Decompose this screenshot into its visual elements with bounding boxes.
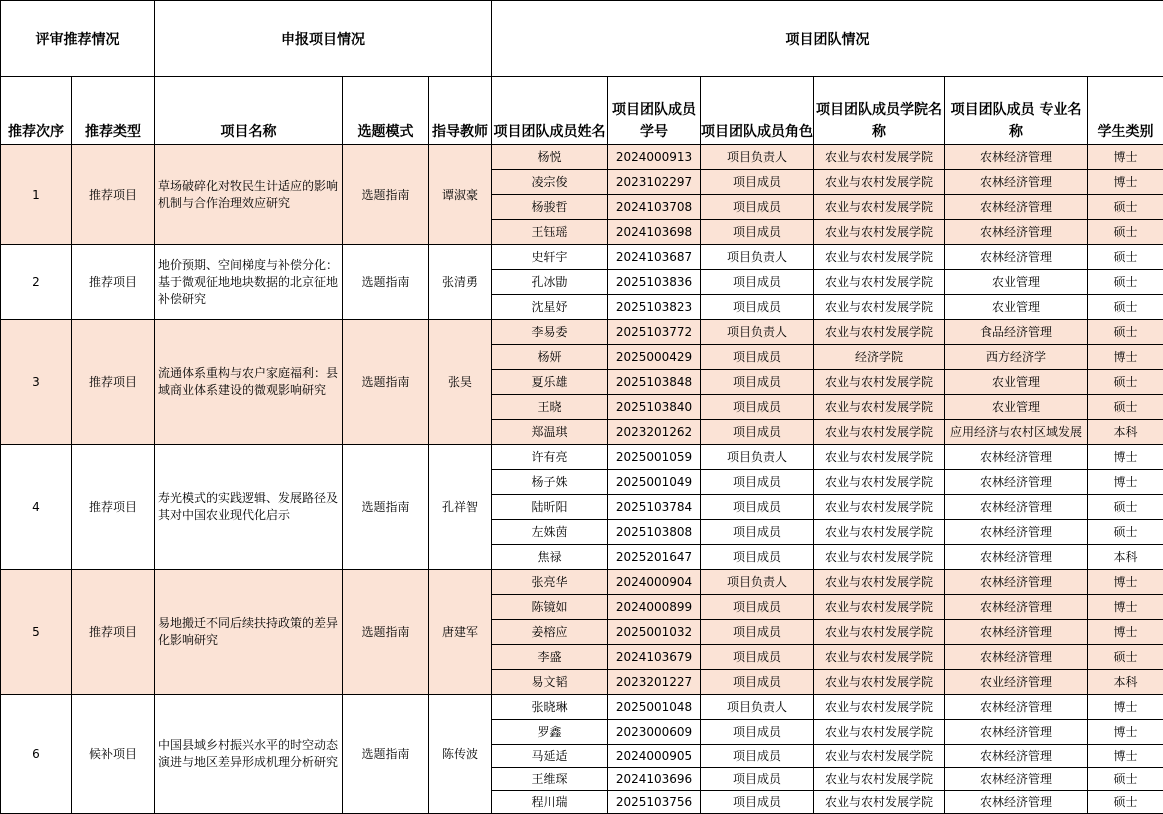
member-major: 农业管理	[945, 395, 1088, 420]
member-school: 农业与农村发展学院	[814, 545, 945, 570]
project-mode: 选题指南	[343, 445, 429, 570]
member-stype: 硕士	[1088, 395, 1163, 420]
member-major: 农林经济管理	[945, 545, 1088, 570]
member-stype: 硕士	[1088, 370, 1163, 395]
member-school: 农业与农村发展学院	[814, 768, 945, 791]
project-type: 推荐项目	[72, 570, 155, 695]
member-role: 项目成员	[701, 420, 814, 445]
member-stype: 硕士	[1088, 220, 1163, 245]
member-role: 项目负责人	[701, 570, 814, 595]
section-header-row	[1, 1, 1163, 77]
project-advisor: 孔祥智	[429, 445, 492, 570]
member-major: 农林经济管理	[945, 745, 1088, 768]
member-role: 项目成员	[701, 545, 814, 570]
table-row	[1, 695, 1163, 720]
member-major: 农林经济管理	[945, 720, 1088, 745]
member-stype: 博士	[1088, 170, 1163, 195]
table-row	[1, 320, 1163, 345]
project-group	[1, 695, 1163, 814]
header-type: 推荐类型	[72, 77, 155, 145]
member-major: 农林经济管理	[945, 768, 1088, 791]
project-group	[1, 570, 1163, 695]
member-major: 农林经济管理	[945, 520, 1088, 545]
member-stype: 硕士	[1088, 195, 1163, 220]
project-name: 流通体系重构与农户家庭福利：县域商业体系建设的微观影响研究	[155, 320, 343, 445]
member-stype: 硕士	[1088, 645, 1163, 670]
member-major: 农林经济管理	[945, 791, 1088, 814]
member-name: 王维琛	[492, 768, 608, 791]
section-project: 申报项目情况	[155, 1, 492, 77]
header-member-role: 项目团队成员角色	[701, 77, 814, 145]
member-id: 2023201262	[608, 420, 701, 445]
member-role: 项目成员	[701, 520, 814, 545]
member-school: 农业与农村发展学院	[814, 145, 945, 170]
member-name: 陆昕阳	[492, 495, 608, 520]
member-school: 农业与农村发展学院	[814, 695, 945, 720]
project-rank: 1	[1, 145, 72, 245]
project-rank: 4	[1, 445, 72, 570]
member-school: 农业与农村发展学院	[814, 570, 945, 595]
project-rank: 2	[1, 245, 72, 320]
member-id: 2025001032	[608, 620, 701, 645]
member-name: 杨子姝	[492, 470, 608, 495]
member-school: 农业与农村发展学院	[814, 620, 945, 645]
project-name: 寿光模式的实践逻辑、发展路径及其对中国农业现代化启示	[155, 445, 343, 570]
member-school: 农业与农村发展学院	[814, 595, 945, 620]
project-name: 中国县域乡村振兴水平的时空动态演进与地区差异形成机理分析研究	[155, 695, 343, 814]
project-group	[1, 245, 1163, 320]
project-advisor: 张清勇	[429, 245, 492, 320]
member-school: 经济学院	[814, 345, 945, 370]
member-name: 郑温琪	[492, 420, 608, 445]
member-name: 易文韬	[492, 670, 608, 695]
header-mode: 选题模式	[343, 77, 429, 145]
member-school: 农业与农村发展学院	[814, 395, 945, 420]
header-member-major: 项目团队成员 专业名称	[945, 77, 1088, 145]
member-name: 杨骏哲	[492, 195, 608, 220]
member-id: 2024000905	[608, 745, 701, 768]
header-advisor: 指导教师	[429, 77, 492, 145]
member-stype: 博士	[1088, 145, 1163, 170]
member-stype: 硕士	[1088, 245, 1163, 270]
member-stype: 博士	[1088, 470, 1163, 495]
member-school: 农业与农村发展学院	[814, 370, 945, 395]
member-major: 农林经济管理	[945, 445, 1088, 470]
member-major: 农林经济管理	[945, 145, 1088, 170]
member-stype: 博士	[1088, 745, 1163, 768]
member-name: 马延适	[492, 745, 608, 768]
project-name: 易地搬迁不同后续扶持政策的差异化影响研究	[155, 570, 343, 695]
member-school: 农业与农村发展学院	[814, 195, 945, 220]
member-major: 农林经济管理	[945, 645, 1088, 670]
member-id: 2025103808	[608, 520, 701, 545]
project-rank: 6	[1, 695, 72, 814]
member-school: 农业与农村发展学院	[814, 670, 945, 695]
member-stype: 硕士	[1088, 320, 1163, 345]
project-mode: 选题指南	[343, 320, 429, 445]
member-major: 西方经济学	[945, 345, 1088, 370]
member-name: 沈星妤	[492, 295, 608, 320]
member-stype: 硕士	[1088, 295, 1163, 320]
member-id: 2025103784	[608, 495, 701, 520]
member-stype: 硕士	[1088, 495, 1163, 520]
member-name: 罗鑫	[492, 720, 608, 745]
member-school: 农业与农村发展学院	[814, 495, 945, 520]
member-major: 农林经济管理	[945, 595, 1088, 620]
member-school: 农业与农村发展学院	[814, 520, 945, 545]
member-role: 项目成员	[701, 670, 814, 695]
member-stype: 博士	[1088, 445, 1163, 470]
member-role: 项目成员	[701, 791, 814, 814]
member-major: 农林经济管理	[945, 195, 1088, 220]
member-role: 项目成员	[701, 170, 814, 195]
member-school: 农业与农村发展学院	[814, 791, 945, 814]
member-role: 项目成员	[701, 395, 814, 420]
member-name: 姜榕应	[492, 620, 608, 645]
member-role: 项目成员	[701, 195, 814, 220]
member-role: 项目成员	[701, 470, 814, 495]
member-id: 2024103708	[608, 195, 701, 220]
project-name: 草场破碎化对牧民生计适应的影响机制与合作治理效应研究	[155, 145, 343, 245]
member-id: 2024103696	[608, 768, 701, 791]
member-school: 农业与农村发展学院	[814, 320, 945, 345]
project-advisor: 唐建军	[429, 570, 492, 695]
table-row	[1, 570, 1163, 595]
member-stype: 博士	[1088, 595, 1163, 620]
member-stype: 博士	[1088, 695, 1163, 720]
header-student-type: 学生类别	[1088, 77, 1163, 145]
member-id: 2025000429	[608, 345, 701, 370]
member-id: 2024000904	[608, 570, 701, 595]
member-major: 农林经济管理	[945, 695, 1088, 720]
member-id: 2025103756	[608, 791, 701, 814]
member-school: 农业与农村发展学院	[814, 420, 945, 445]
member-major: 农林经济管理	[945, 570, 1088, 595]
member-school: 农业与农村发展学院	[814, 295, 945, 320]
member-school: 农业与农村发展学院	[814, 745, 945, 768]
member-stype: 本科	[1088, 545, 1163, 570]
member-id: 2024103679	[608, 645, 701, 670]
project-type: 推荐项目	[72, 320, 155, 445]
member-major: 农林经济管理	[945, 170, 1088, 195]
member-name: 程川瑞	[492, 791, 608, 814]
member-stype: 博士	[1088, 620, 1163, 645]
project-type: 推荐项目	[72, 445, 155, 570]
member-name: 凌宗俊	[492, 170, 608, 195]
member-school: 农业与农村发展学院	[814, 220, 945, 245]
member-school: 农业与农村发展学院	[814, 270, 945, 295]
member-major: 农林经济管理	[945, 220, 1088, 245]
member-id: 2023201227	[608, 670, 701, 695]
member-name: 焦禄	[492, 545, 608, 570]
member-name: 王钰瑶	[492, 220, 608, 245]
member-name: 左姝茵	[492, 520, 608, 545]
member-role: 项目负责人	[701, 320, 814, 345]
member-id: 2025001048	[608, 695, 701, 720]
project-advisor: 张昊	[429, 320, 492, 445]
member-id: 2025001049	[608, 470, 701, 495]
project-name: 地价预期、空间梯度与补偿分化：基于微观征地地块数据的北京征地补偿研究	[155, 245, 343, 320]
member-major: 应用经济与农村区域发展	[945, 420, 1088, 445]
member-id: 2023102297	[608, 170, 701, 195]
member-major: 农业管理	[945, 295, 1088, 320]
member-role: 项目成员	[701, 495, 814, 520]
member-name: 史轩宇	[492, 245, 608, 270]
project-mode: 选题指南	[343, 145, 429, 245]
project-rank: 5	[1, 570, 72, 695]
member-id: 2024000913	[608, 145, 701, 170]
member-major: 农林经济管理	[945, 620, 1088, 645]
member-major: 农林经济管理	[945, 495, 1088, 520]
member-name: 张亮华	[492, 570, 608, 595]
member-role: 项目成员	[701, 768, 814, 791]
member-id: 2024000899	[608, 595, 701, 620]
member-role: 项目负责人	[701, 145, 814, 170]
member-stype: 硕士	[1088, 768, 1163, 791]
member-role: 项目成员	[701, 295, 814, 320]
header-name: 项目名称	[155, 77, 343, 145]
project-group	[1, 445, 1163, 570]
member-major: 农业管理	[945, 270, 1088, 295]
project-mode: 选题指南	[343, 245, 429, 320]
member-stype: 硕士	[1088, 270, 1163, 295]
member-major: 农林经济管理	[945, 245, 1088, 270]
member-name: 李盛	[492, 645, 608, 670]
member-id: 2025103772	[608, 320, 701, 345]
member-school: 农业与农村发展学院	[814, 645, 945, 670]
header-rank: 推荐次序	[1, 77, 72, 145]
project-type: 推荐项目	[72, 245, 155, 320]
member-role: 项目成员	[701, 745, 814, 768]
member-role: 项目负责人	[701, 245, 814, 270]
member-name: 杨悦	[492, 145, 608, 170]
member-id: 2025103840	[608, 395, 701, 420]
member-role: 项目成员	[701, 720, 814, 745]
column-header-row	[1, 77, 1163, 145]
member-major: 农业管理	[945, 370, 1088, 395]
project-group	[1, 320, 1163, 445]
member-id: 2025201647	[608, 545, 701, 570]
member-id: 2024103687	[608, 245, 701, 270]
table-row	[1, 245, 1163, 270]
member-name: 王晓	[492, 395, 608, 420]
member-role: 项目负责人	[701, 445, 814, 470]
member-id: 2025103823	[608, 295, 701, 320]
member-role: 项目成员	[701, 270, 814, 295]
member-stype: 本科	[1088, 420, 1163, 445]
project-advisor: 谭淑豪	[429, 145, 492, 245]
project-mode: 选题指南	[343, 695, 429, 814]
member-school: 农业与农村发展学院	[814, 445, 945, 470]
header-member-id: 项目团队成员学号	[608, 77, 701, 145]
member-name: 夏乐雄	[492, 370, 608, 395]
member-stype: 博士	[1088, 720, 1163, 745]
member-name: 陈镜如	[492, 595, 608, 620]
member-school: 农业与农村发展学院	[814, 170, 945, 195]
section-review: 评审推荐情况	[1, 1, 155, 77]
member-id: 2025103848	[608, 370, 701, 395]
member-stype: 博士	[1088, 570, 1163, 595]
member-name: 孔冰勖	[492, 270, 608, 295]
member-stype: 硕士	[1088, 520, 1163, 545]
member-major: 农林经济管理	[945, 470, 1088, 495]
member-stype: 本科	[1088, 670, 1163, 695]
project-type: 推荐项目	[72, 145, 155, 245]
member-school: 农业与农村发展学院	[814, 470, 945, 495]
section-team: 项目团队情况	[492, 1, 1163, 77]
project-group	[1, 145, 1163, 245]
member-role: 项目成员	[701, 220, 814, 245]
member-major: 食品经济管理	[945, 320, 1088, 345]
member-role: 项目负责人	[701, 695, 814, 720]
member-school: 农业与农村发展学院	[814, 720, 945, 745]
member-role: 项目成员	[701, 595, 814, 620]
member-role: 项目成员	[701, 645, 814, 670]
table-row	[1, 145, 1163, 170]
project-advisor: 陈传波	[429, 695, 492, 814]
member-role: 项目成员	[701, 620, 814, 645]
member-id: 2024103698	[608, 220, 701, 245]
header-member-name: 项目团队成员姓名	[492, 77, 608, 145]
table-row	[1, 445, 1163, 470]
member-name: 杨妍	[492, 345, 608, 370]
member-stype: 硕士	[1088, 791, 1163, 814]
project-rank: 3	[1, 320, 72, 445]
member-school: 农业与农村发展学院	[814, 245, 945, 270]
member-id: 2025001059	[608, 445, 701, 470]
member-name: 李易委	[492, 320, 608, 345]
header-member-school: 项目团队成员学院名称	[814, 77, 945, 145]
member-stype: 博士	[1088, 345, 1163, 370]
member-major: 农业经济管理	[945, 670, 1088, 695]
member-id: 2023000609	[608, 720, 701, 745]
member-name: 张晓琳	[492, 695, 608, 720]
member-role: 项目成员	[701, 370, 814, 395]
project-type: 候补项目	[72, 695, 155, 814]
project-mode: 选题指南	[343, 570, 429, 695]
member-role: 项目成员	[701, 345, 814, 370]
member-name: 许有亮	[492, 445, 608, 470]
member-id: 2025103836	[608, 270, 701, 295]
